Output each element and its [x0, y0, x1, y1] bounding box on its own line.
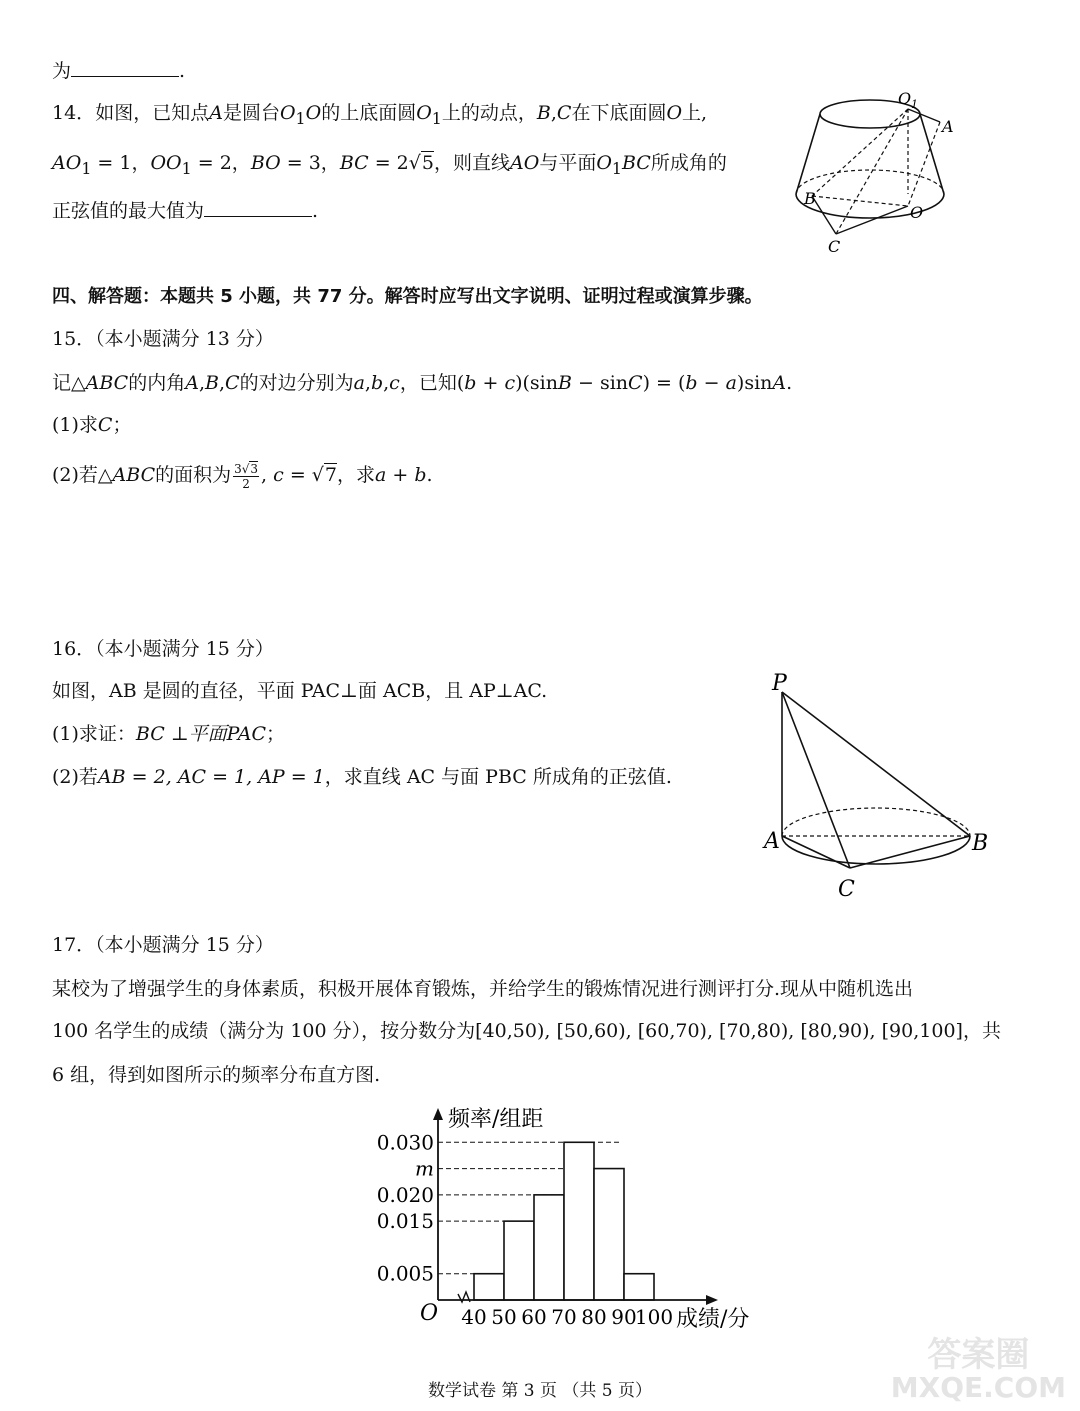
fraction: $\frac{3√3}{2}$: [234, 461, 259, 491]
histogram-bar: [504, 1221, 534, 1300]
histogram-bar: [564, 1142, 594, 1300]
y-axis-label: 频率/组距: [448, 1107, 544, 1132]
page-footer: 数学试卷 第 3 页 （共 5 页）: [427, 1381, 653, 1401]
x-tick-label: 80: [581, 1305, 607, 1329]
watermark-title: 答案圈: [927, 1335, 1030, 1375]
x-tick-label: 50: [491, 1305, 517, 1329]
label-o: O: [910, 203, 924, 222]
label-b: B: [972, 831, 989, 856]
q16-header: 16．（本小题满分 15 分）: [52, 638, 274, 660]
watermark-url: MXQE.COM: [890, 1371, 1066, 1404]
q16-line-1: 如图，AB 是圆的直径，平面 PAC⊥面 ACB，且 AP⊥AC.: [52, 680, 548, 702]
label-o1: O: [898, 89, 912, 108]
q15-header: 15．（本小题满分 13 分）: [52, 328, 274, 350]
label-a: A: [942, 117, 954, 136]
q17-line-1: 某校为了增强学生的身体素质，积极开展体育锻炼，并给学生的锻炼情况进行测评打分.现从中随机选出: [52, 978, 914, 1000]
section-heading: 四、解答题：本题共 5 小题，共 77 分。解答时应写出文字说明、证明过程或演算步骤。: [52, 286, 763, 307]
x-tick-label: 60: [521, 1305, 547, 1329]
q14-line-3: 正弦值的最大值为 .: [52, 196, 318, 226]
pyramid-figure: [760, 668, 1000, 908]
x-tick-label: 40: [461, 1305, 487, 1329]
x-tick-label: 70: [551, 1305, 577, 1329]
histogram-bar: [474, 1274, 504, 1300]
histogram-bar: [594, 1169, 624, 1300]
label-p: P: [772, 671, 787, 696]
q16-part-2: (2)若AB = 2, AC = 1, AP = 1，求直线 AC 与面 PBC 所成角的正弦值.: [52, 766, 672, 788]
q15-line-1: 记△ABC的内角A,B,C的对边分别为a,b,c，已知(b + c)(sinB − sinC) = (b − a)sinA.: [52, 372, 793, 394]
y-tick-label: 0.020: [376, 1182, 434, 1207]
q17-header: 17．（本小题满分 15 分）: [52, 934, 274, 956]
answer-blank: [71, 56, 179, 77]
q15-part-1: (1)求C；: [52, 414, 132, 436]
q14-line-2: $AO_1 = 1$，$OO_1 = 2$，BO = 3，BC = 2√5，则直线AO与平面$O_1BC$所成角的: [52, 152, 727, 178]
origin-label: O: [420, 1301, 439, 1326]
y-tick-label: 0.030: [376, 1130, 434, 1155]
q17-line-3: 6 组，得到如图所示的频率分布直方图.: [52, 1064, 381, 1086]
y-tick-label: 0.005: [376, 1261, 434, 1286]
x-axis-label: 成绩/分: [676, 1307, 750, 1332]
label-a: A: [764, 829, 780, 854]
y-tick-label: m: [415, 1156, 434, 1181]
label-b: B: [804, 189, 816, 208]
label-c: C: [838, 877, 855, 902]
y-tick-label: 0.015: [376, 1209, 434, 1234]
q13-answer-line: 为 .: [52, 56, 185, 86]
watermark-logo: [891, 1337, 1066, 1403]
x-tick-label: 90: [611, 1305, 637, 1329]
x-tick-label: 100: [634, 1305, 674, 1329]
answer-blank: [204, 196, 312, 217]
label-c: C: [828, 237, 841, 256]
q14-line-1: 14．如图，已知点A是圆台$O_1O$的上底面圆$O_1$上的动点，B,C在下底面圆O上,: [52, 102, 708, 128]
q15-part-2: (2)若△ABC的面积为 $\frac{3√3}{2}$ , c = √7，求a + b.: [52, 461, 433, 491]
histogram-bar: [624, 1274, 654, 1300]
frustum-figure: [790, 86, 954, 262]
q17-line-2: 100 名学生的成绩（满分为 100 分），按分数分为[40,50), [50,60), [60,70), [70,80), [80,90), [90,100]，共: [52, 1020, 1001, 1042]
histogram-bar: [534, 1195, 564, 1300]
q16-part-1: (1)求证：BC ⊥平面PAC；: [52, 723, 285, 745]
frequency-histogram: [370, 1098, 770, 1338]
label-o1-sub: 1: [911, 98, 918, 111]
